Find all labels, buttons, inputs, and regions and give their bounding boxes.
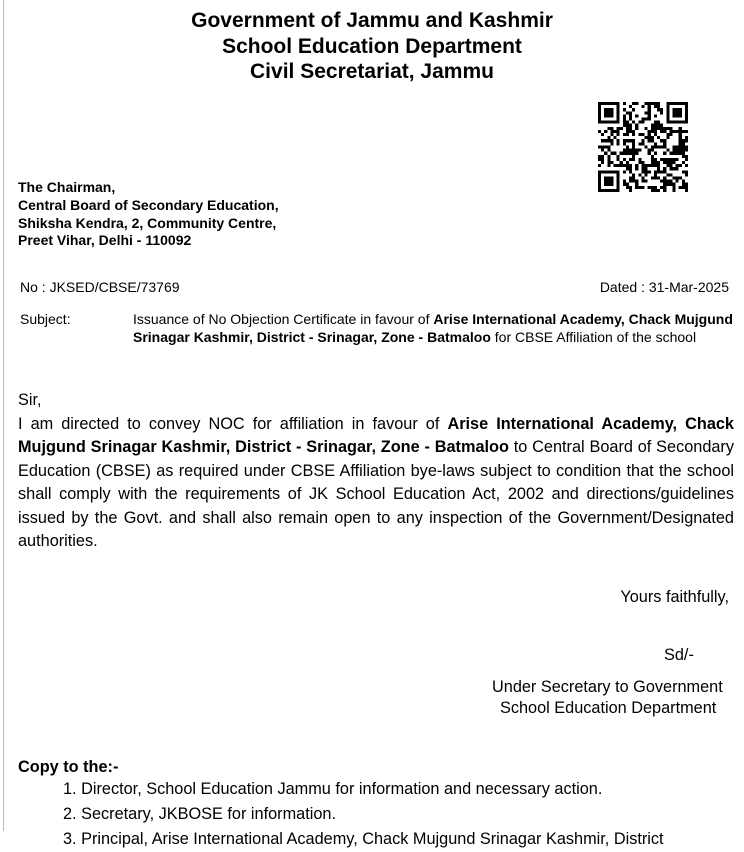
body-suffix: to Central Board of Secondary Education (CBSE) as required under CBSE Affiliation bye-laws subject to condition that the school shall comply with the requirements of JK School Education Act, 2002 and directions/guidelines issued by the Govt. and shall also remain open to any inspection of the Government/Designated authorities. [18, 438, 734, 551]
salutation: Sir, [18, 391, 42, 409]
subject-school-name: Arise International Academy, Chack Mujgund Srinagar Kashmir, District - Srinagar, Zone - Batmaloo [133, 311, 733, 345]
subject-prefix: Issuance of No Objection Certificate in favour of [133, 311, 434, 327]
addressee-line-3: Shiksha Kendra, 2, Community Centre, [18, 214, 277, 231]
qr-code-icon [598, 102, 688, 192]
addressee-line-2: Central Board of Secondary Education, [18, 196, 279, 213]
header-department: School Education Department [222, 35, 522, 58]
page-left-border [3, 0, 4, 831]
copy-to-item: 3. Principal, Arise International Academy, Chack Mujgund Srinagar Kashmir, District [63, 830, 664, 848]
signed-mark: Sd/- [664, 646, 694, 664]
body-school-name: Arise International Academy, Chack Mujgund Srinagar Kashmir, District - Srinagar, Zone - Batmaloo [18, 415, 734, 457]
subject-label: Subject: [20, 311, 71, 327]
addressee-line-4: Preet Vihar, Delhi - 110092 [18, 232, 192, 249]
copy-to-item: 1. Director, School Education Jammu for information and necessary action. [63, 780, 603, 798]
copy-to-list [63, 777, 664, 852]
designation-line-1: Under Secretary to Government [492, 678, 723, 696]
subject-suffix: for CBSE Affiliation of the school [490, 329, 697, 345]
closing: Yours faithfully, [620, 588, 729, 606]
reference-number: No : JKSED/CBSE/73769 [20, 279, 180, 295]
copy-to-heading: Copy to the:- [18, 758, 119, 776]
body-paragraph [18, 413, 734, 553]
subject-text [133, 310, 733, 346]
reference-date: Dated : 31-Mar-2025 [599, 279, 729, 295]
designation-line-2: School Education Department [500, 699, 717, 717]
addressee-block [18, 179, 279, 250]
copy-to-item: 2. Secretary, JKBOSE for information. [63, 805, 336, 823]
header-government: Government of Jammu and Kashmir [191, 9, 553, 32]
addressee-line-1: The Chairman, [18, 179, 116, 195]
header-secretariat: Civil Secretariat, Jammu [250, 60, 494, 83]
body-prefix: I am directed to convey NOC for affiliation in favour of [18, 415, 448, 433]
